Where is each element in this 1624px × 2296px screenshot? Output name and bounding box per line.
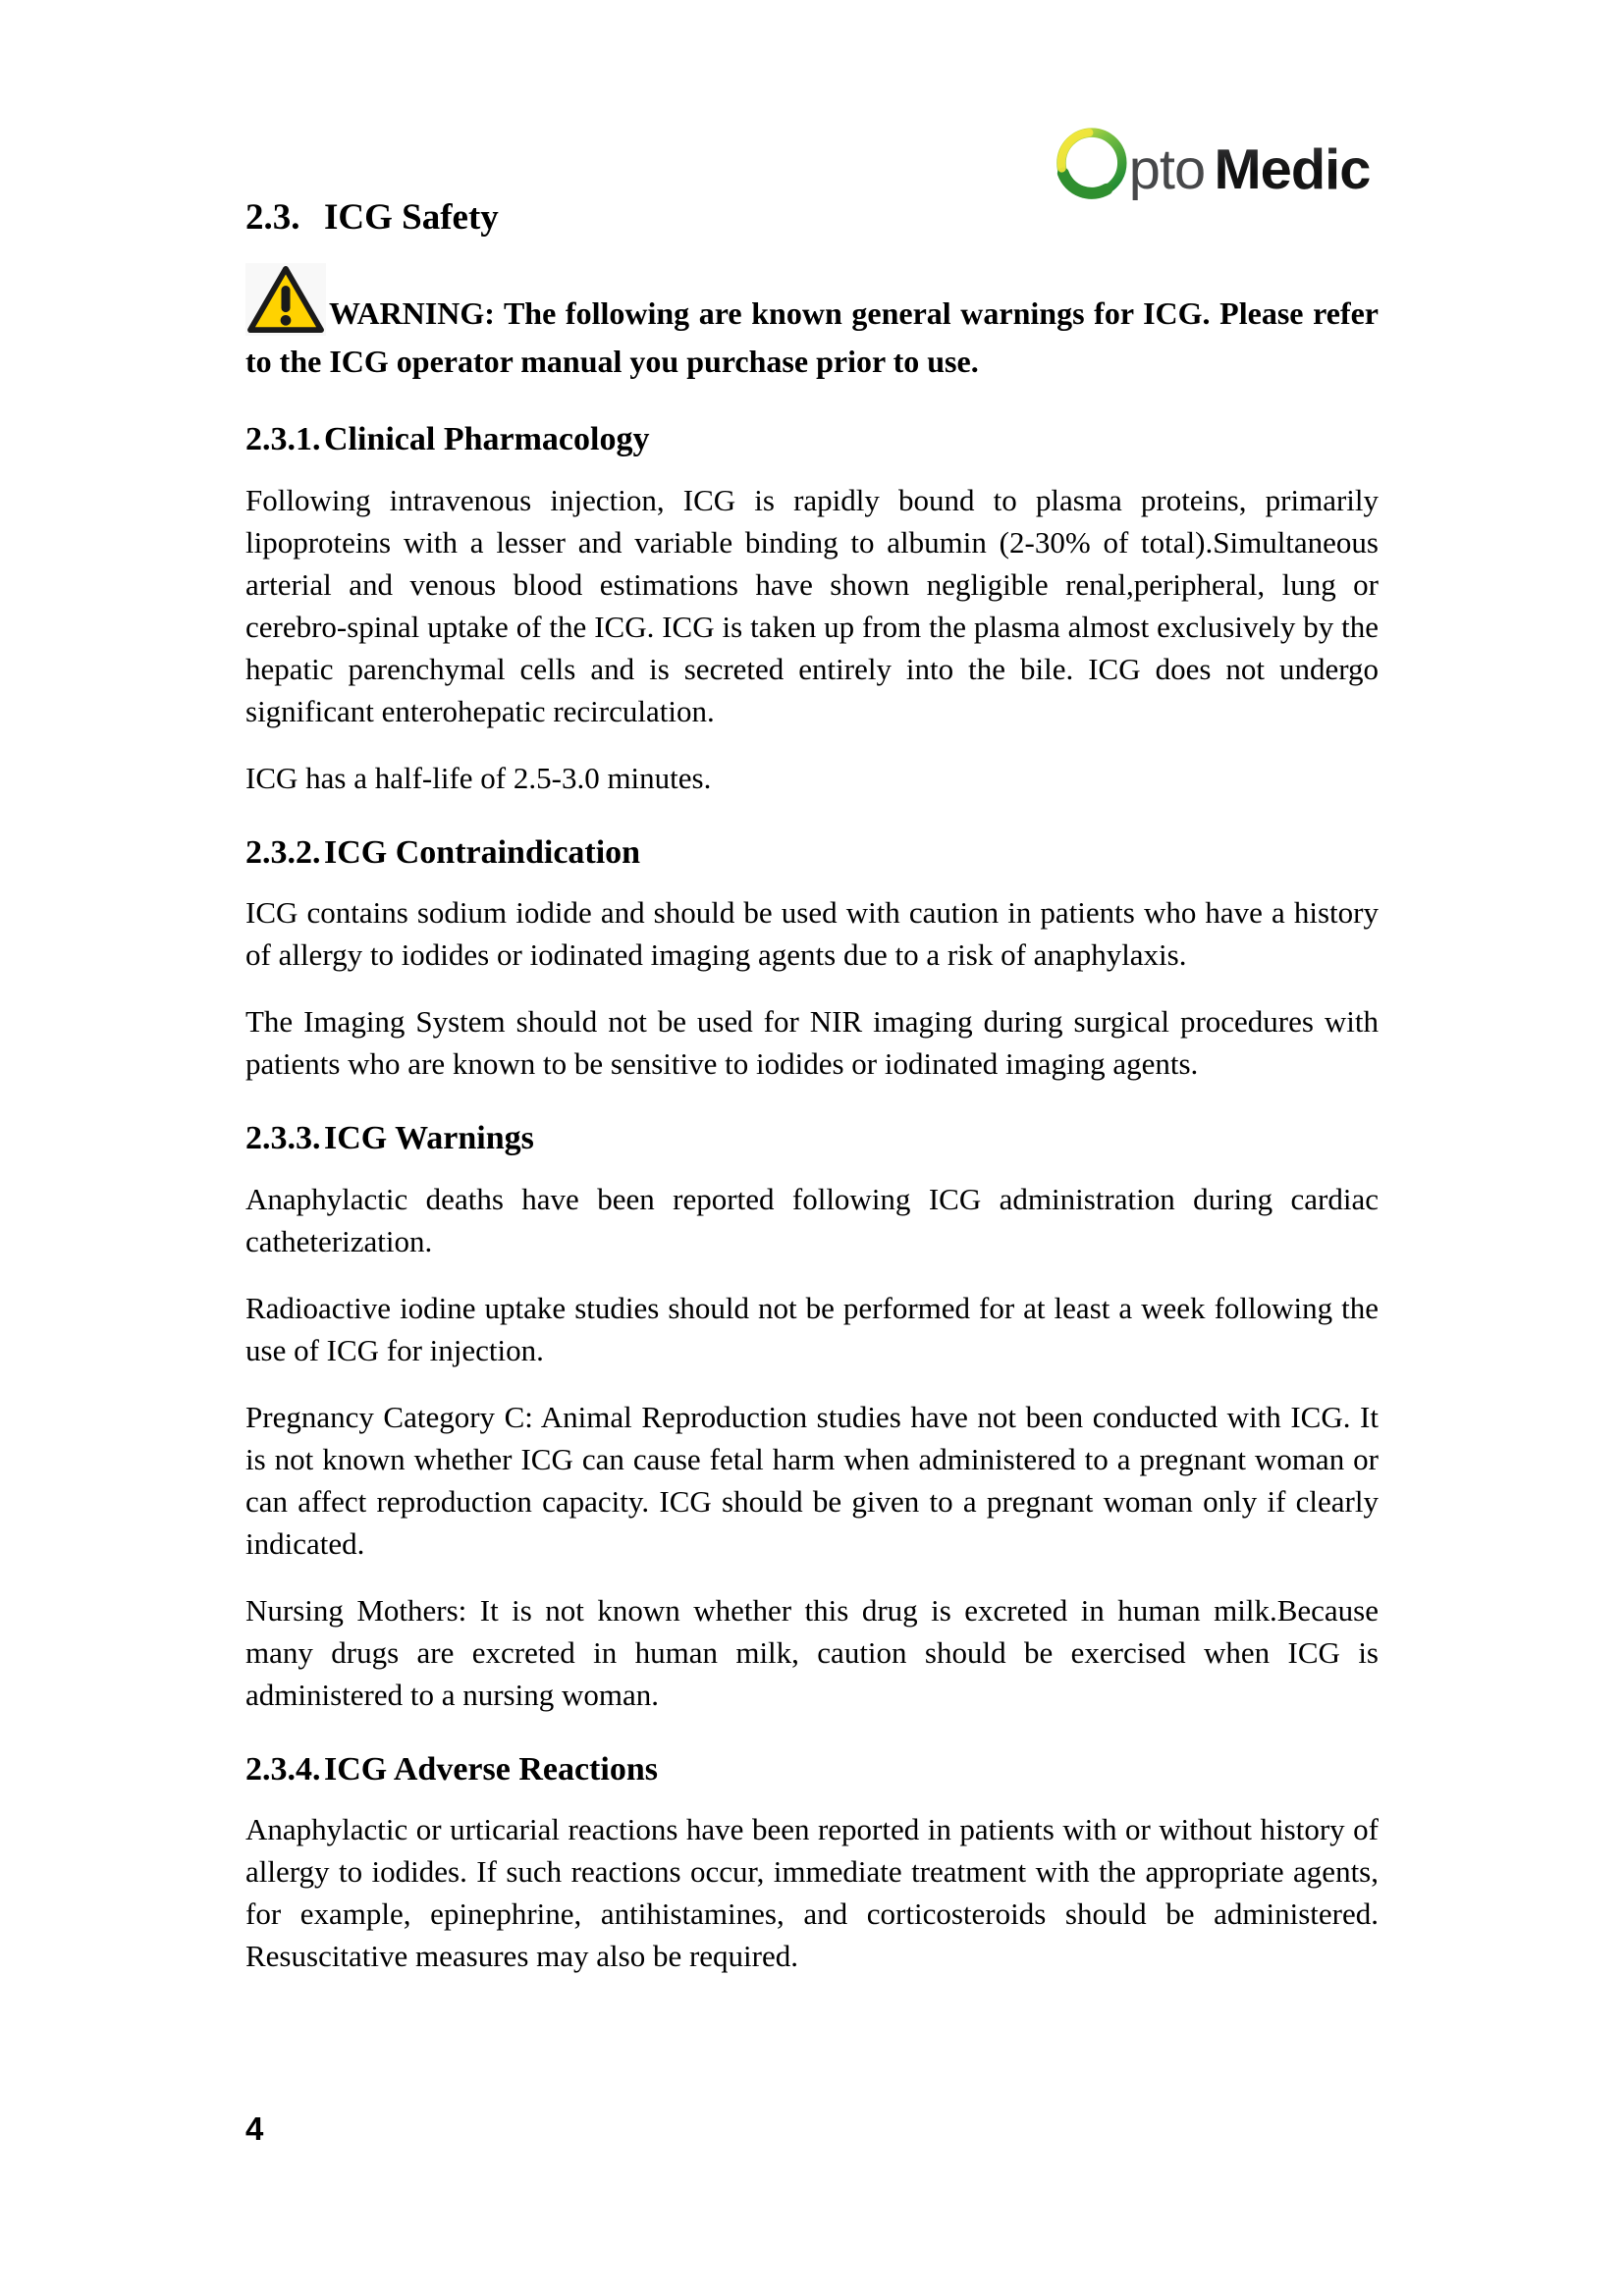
- logo-text-pto: pto: [1128, 137, 1206, 201]
- heading-number: 2.3.: [245, 197, 300, 238]
- heading-title: ICG Safety: [324, 197, 499, 238]
- optomedic-logo: [1055, 114, 1382, 204]
- paragraph: The Imaging System should not be used for NIR imaging during surgical procedures with patients who are known to be sensitive to iodides or iodinated imaging agents.: [245, 1004, 1379, 1082]
- paragraph: Pregnancy Category C: Animal Reproduction studies have not been conducted with ICG. It is not known whether ICG can cause fetal harm when administered to a pregnant woman or can affect reproduction capacity. ICG should be given to a pregnant woman only if clearly indicated.: [245, 1399, 1379, 1561]
- paragraph: Anaphylactic deaths have been reported following ICG administration during cardiac catheterization.: [245, 1181, 1379, 1258]
- logo-text-medic: Medic: [1214, 137, 1371, 201]
- section-number: 2.3.4.: [245, 1750, 321, 1788]
- paragraph: Radioactive iodine uptake studies should not be performed for at least a week following the use of ICG for injection.: [245, 1290, 1379, 1367]
- section-title: ICG Warnings: [324, 1120, 534, 1157]
- paragraph: ICG contains sodium iodide and should be used with caution in patients who have a history of allergy to iodides or iodinated imaging agents due to a risk of anaphylaxis.: [245, 895, 1379, 973]
- section-number: 2.3.1.: [245, 421, 321, 458]
- warning-text: WARNING: The following are known general warnings for ICG. Please refer to the ICG operator manual you purchase prior to use.: [245, 295, 1379, 380]
- section-title: Clinical Pharmacology: [324, 421, 650, 458]
- page-title: [245, 196, 1379, 240]
- section-clinical-pharmacology: [245, 419, 1379, 799]
- section-icg-contraindication: [245, 832, 1379, 1086]
- section-title: ICG Contraindication: [324, 833, 641, 871]
- section-heading: [245, 832, 1379, 875]
- paragraph: Following intravenous injection, ICG is rapidly bound to plasma proteins, primarily lipoproteins with a lesser and variable binding to albumin (2-30% of total).Simultaneous arterial and venous blood estimations have shown negligible renal,peripheral, lung or cerebro-spinal uptake of the ICG. ICG is taken up from the plasma almost exclusively by the hepatic parenchymal cells and is secreted entirely into the bile. ICG does not undergo significant enterohepatic recirculation.: [245, 482, 1379, 728]
- paragraph: Nursing Mothers: It is not known whether this drug is excreted in human milk.Because many drugs are excreted in human milk, caution should be exercised when ICG is administered to a nursing woman.: [245, 1592, 1379, 1712]
- section-icg-adverse-reactions: [245, 1749, 1379, 1978]
- warning-triangle-icon: [245, 263, 326, 336]
- paragraph: Anaphylactic or urticarial reactions have been reported in patients with or without history of allergy to iodides. If such reactions occur, immediate treatment with the appropriate agents, for example, epinephrine, antihistamines, and corticosteroids should be administered. Resuscitative measures may also be required.: [245, 1812, 1379, 1974]
- section-number: 2.3.3.: [245, 1120, 321, 1157]
- section-heading: [245, 419, 1379, 461]
- document-content: [245, 196, 1379, 2002]
- page-number: 4: [245, 2110, 264, 2147]
- warning-paragraph: [245, 263, 1379, 386]
- section-heading: [245, 1749, 1379, 1791]
- section-heading: [245, 1118, 1379, 1160]
- logo-ring-icon: [1061, 133, 1122, 193]
- section-icg-warnings: [245, 1118, 1379, 1716]
- section-title: ICG Adverse Reactions: [324, 1750, 658, 1788]
- paragraph: ICG has a half-life of 2.5-3.0 minutes.: [245, 760, 712, 795]
- section-number: 2.3.2.: [245, 833, 321, 871]
